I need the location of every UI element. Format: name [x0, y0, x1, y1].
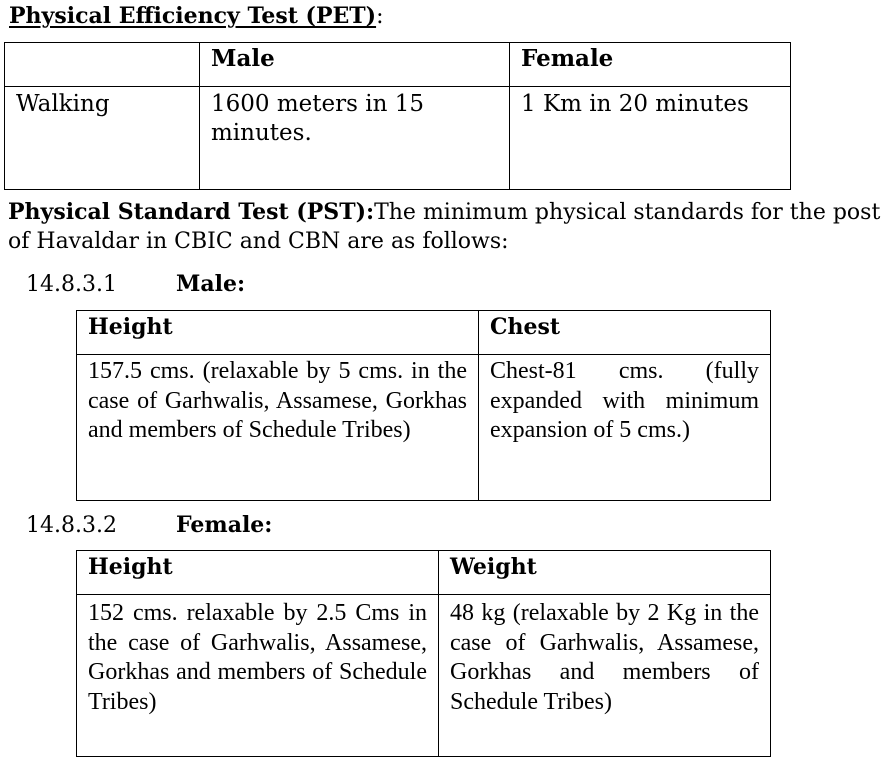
pet-header-empty	[5, 43, 200, 87]
pet-title: Physical Efficiency Test (PET)	[9, 3, 377, 29]
pet-heading	[9, 2, 383, 31]
pet-title-colon: :	[376, 4, 384, 29]
female-section-number: 14.8.3.2	[26, 513, 117, 538]
male-table-header-row	[77, 311, 771, 355]
female-header-weight: Weight	[439, 551, 771, 595]
female-header-height: Height	[77, 551, 439, 595]
male-cell-chest: Chest-81 cms. (fully expanded with minimum expansion of 5 cms.)	[479, 355, 771, 501]
male-header-chest: Chest	[479, 311, 771, 355]
male-cell-height: 157.5 cms. (relaxable by 5 cms. in the case of Garhwalis, Assamese, Gorkhas and members of Schedule Tribes)	[77, 355, 479, 501]
female-cell-height: 152 cms. relaxable by 2.5 Cms in the case of Garhwalis, Assamese, Gorkhas and members of Schedule Tribes)	[77, 595, 439, 757]
table-row	[77, 595, 771, 757]
female-table-header-row	[77, 551, 771, 595]
pet-table-header-row	[5, 43, 791, 87]
table-row	[5, 87, 791, 190]
male-pst-table	[76, 310, 771, 501]
pet-cell-male: 1600 meters in 15 minutes.	[200, 87, 510, 190]
pet-header-female: Female	[510, 43, 791, 87]
pet-header-male: Male	[200, 43, 510, 87]
male-section-number: 14.8.3.1	[26, 272, 117, 297]
pst-paragraph	[8, 198, 883, 256]
female-pst-table	[76, 550, 771, 757]
pst-heading: Physical Standard Test (PST):	[8, 199, 375, 225]
pet-table	[4, 42, 791, 190]
female-subheading	[26, 511, 272, 540]
pet-cell-activity: Walking	[5, 87, 200, 190]
table-row	[77, 355, 771, 501]
pet-cell-female: 1 Km in 20 minutes	[510, 87, 791, 190]
female-label: Female:	[176, 512, 273, 538]
male-label: Male:	[176, 271, 246, 297]
female-cell-weight: 48 kg (relaxable by 2 Kg in the case of Garhwalis, Assamese, Gorkhas and members of Schedule Tribes)	[439, 595, 771, 757]
pst-text: The minimum physical standards for the post of Havaldar in CBIC and CBN are as follows:	[8, 200, 881, 254]
male-subheading	[26, 270, 245, 299]
male-header-height: Height	[77, 311, 479, 355]
